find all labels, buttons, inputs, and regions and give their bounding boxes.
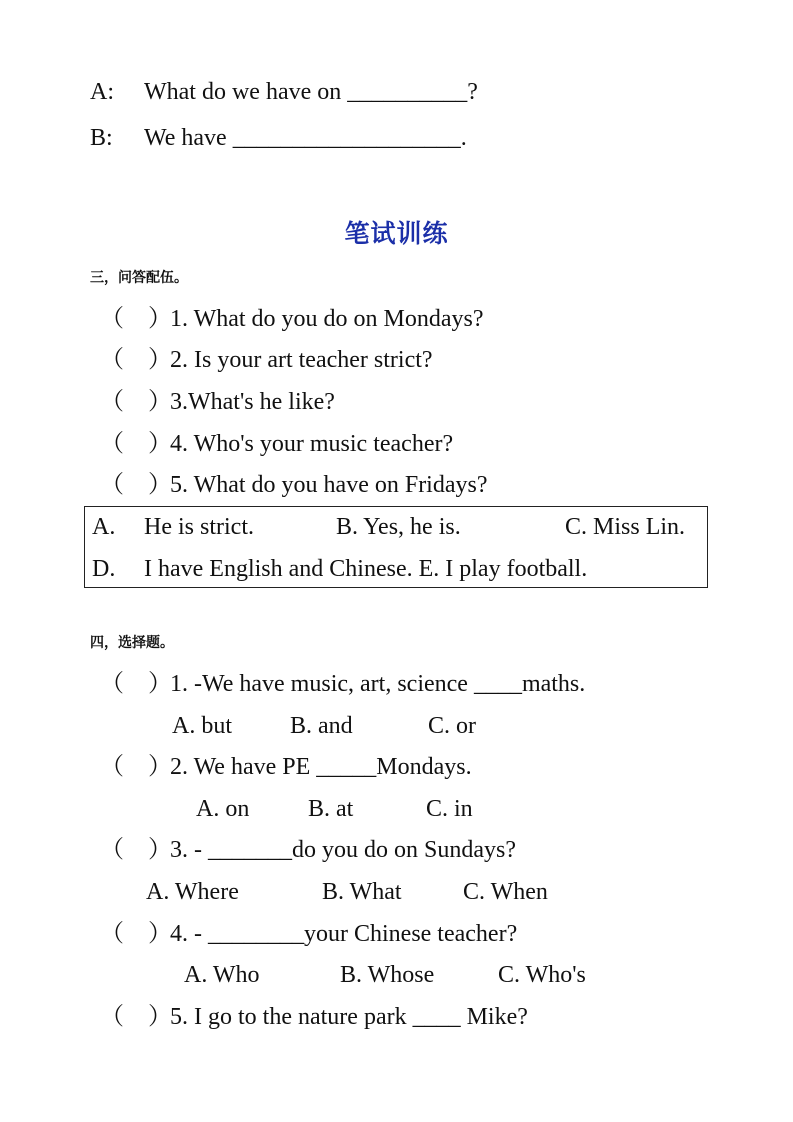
q4-3-option-b: B. What — [322, 879, 402, 905]
q4-1-option-b: B. and — [290, 713, 353, 739]
q3-4-paren: （ ） — [100, 431, 172, 457]
q4-4-option-b: B. Whose — [340, 962, 435, 988]
q4-3-option-c: C. When — [463, 879, 548, 905]
q4-3-text: 3. - _______do you do on Sundays? — [170, 837, 516, 863]
q3-4-text: 4. Who's your music teacher? — [170, 431, 454, 457]
q4-4-paren: （ ） — [100, 921, 172, 947]
dialogue-a-text: What do we have on __________? — [144, 79, 478, 105]
answer-b-text: B. Yes, he is. — [336, 514, 461, 540]
dialogue-b-text: We have ___________________. — [144, 125, 467, 151]
q3-1-text: 1. What do you do on Mondays? — [170, 306, 484, 332]
q4-4-text: 4. - ________your Chinese teacher? — [170, 921, 518, 947]
section3-heading: 三，问答配伍。 — [90, 270, 188, 286]
q4-2-option-c: C. in — [426, 796, 473, 822]
answer-c-text: C. Miss Lin. — [565, 514, 686, 540]
q3-3-paren: （ ） — [100, 389, 172, 415]
answer-d-label: D. — [92, 556, 116, 582]
q3-2-paren: （ ） — [100, 347, 172, 373]
q4-2-option-b: B. at — [308, 796, 354, 822]
q4-4-option-a: A. Who — [184, 962, 260, 988]
dialogue-a-label: A: — [90, 79, 114, 105]
q4-1-option-c: C. or — [428, 713, 476, 739]
q3-3-text: 3.What's he like? — [170, 389, 335, 415]
answer-d-text: I have English and Chinese. E. I play football. — [144, 556, 588, 582]
q4-2-text: 2. We have PE _____Mondays. — [170, 754, 472, 780]
q4-1-text: 1. -We have music, art, science ____maths. — [170, 671, 586, 697]
q4-1-option-a: A. but — [172, 713, 232, 739]
section4-heading: 四，选择题。 — [90, 635, 174, 651]
q4-1-paren: （ ） — [100, 671, 172, 697]
q3-5-paren: （ ） — [100, 472, 172, 498]
dialogue-b-label: B: — [90, 125, 113, 151]
answer-a-label: A. — [92, 514, 116, 540]
q3-5-text: 5. What do you have on Fridays? — [170, 472, 488, 498]
page-title: 笔试训练 — [344, 219, 449, 248]
q4-5-text: 5. I go to the nature park ____ Mike? — [170, 1004, 528, 1030]
q3-2-text: 2. Is your art teacher strict? — [170, 347, 433, 373]
answer-a-text: He is strict. — [144, 514, 254, 540]
q4-3-paren: （ ） — [100, 837, 172, 863]
q4-4-option-c: C. Who's — [498, 962, 586, 988]
q4-3-option-a: A. Where — [146, 879, 239, 905]
q4-2-paren: （ ） — [100, 754, 172, 780]
q4-5-paren: （ ） — [100, 1004, 172, 1030]
q3-1-paren: （ ） — [100, 306, 172, 332]
q4-2-option-a: A. on — [196, 796, 250, 822]
